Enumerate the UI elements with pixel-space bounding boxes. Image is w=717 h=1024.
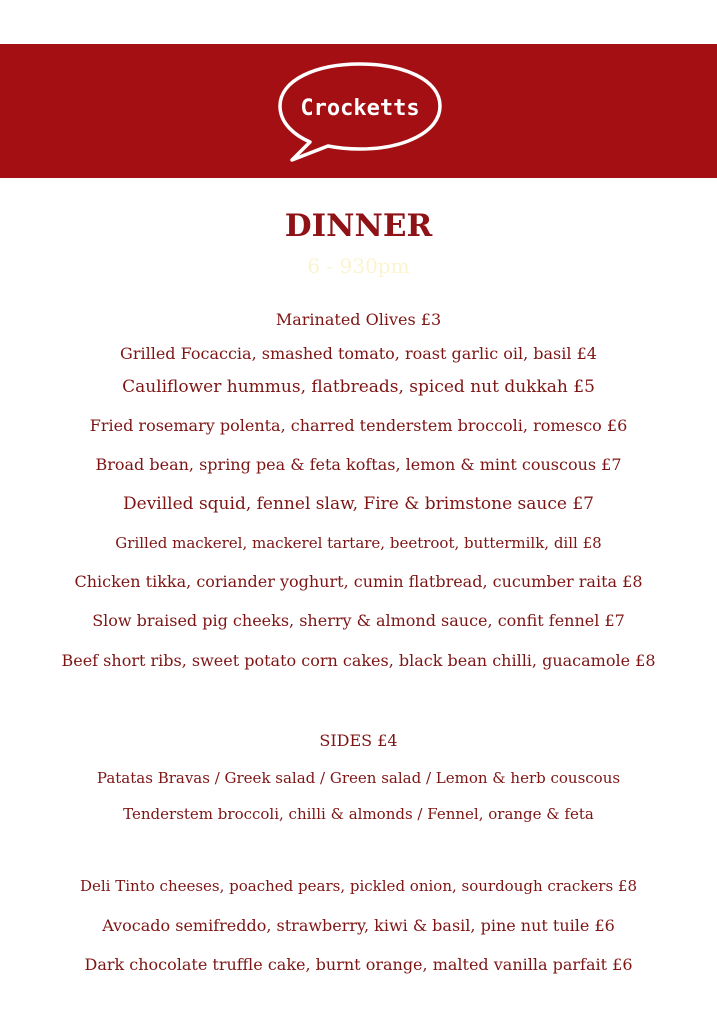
logo-text: Crocketts (300, 96, 420, 121)
menu-item: Devilled squid, fennel slaw, Fire & brimstone sauce £7 (123, 494, 594, 514)
menu-item: Beef short ribs, sweet potato corn cakes, black bean chilli, guacamole £8 (61, 651, 656, 670)
menu-item: Fried rosemary polenta, charred tenderstem broccoli, romesco £6 (89, 416, 628, 435)
menu-item: Marinated Olives £3 (275, 310, 442, 329)
dessert-item: Deli Tinto cheeses, poached pears, pickled onion, sourdough crackers £8 (79, 877, 638, 895)
menu-title: DINNER (284, 208, 433, 244)
dessert-item: Avocado semifreddo, strawberry, kiwi & basil, pine nut tuile £6 (102, 916, 615, 935)
side-item: Tenderstem broccoli, chilli & almonds / Fennel, orange & feta (123, 805, 594, 823)
menu-item: Slow braised pig cheeks, sherry & almond sauce, confit fennel £7 (92, 611, 625, 630)
menu-item: Broad bean, spring pea & feta koftas, lemon & mint couscous £7 (95, 455, 622, 474)
menu-item: Cauliflower hummus, flatbreads, spiced nut dukkah £5 (122, 377, 595, 397)
menu-hours: 6 - 930pm (307, 254, 410, 278)
menu-item: Grilled Focaccia, smashed tomato, roast garlic oil, basil £4 (120, 344, 597, 363)
menu-item: Grilled mackerel, mackerel tartare, beetroot, buttermilk, dill £8 (115, 534, 602, 552)
dessert-item: Dark chocolate truffle cake, burnt orange, malted vanilla parfait £6 (84, 955, 633, 974)
logo (276, 60, 444, 162)
side-item: Patatas Bravas / Greek salad / Green salad / Lemon & herb couscous (96, 769, 621, 787)
menu-item: Chicken tikka, coriander yoghurt, cumin flatbread, cucumber raita £8 (74, 572, 643, 591)
sides-heading: SIDES £4 (319, 731, 398, 750)
